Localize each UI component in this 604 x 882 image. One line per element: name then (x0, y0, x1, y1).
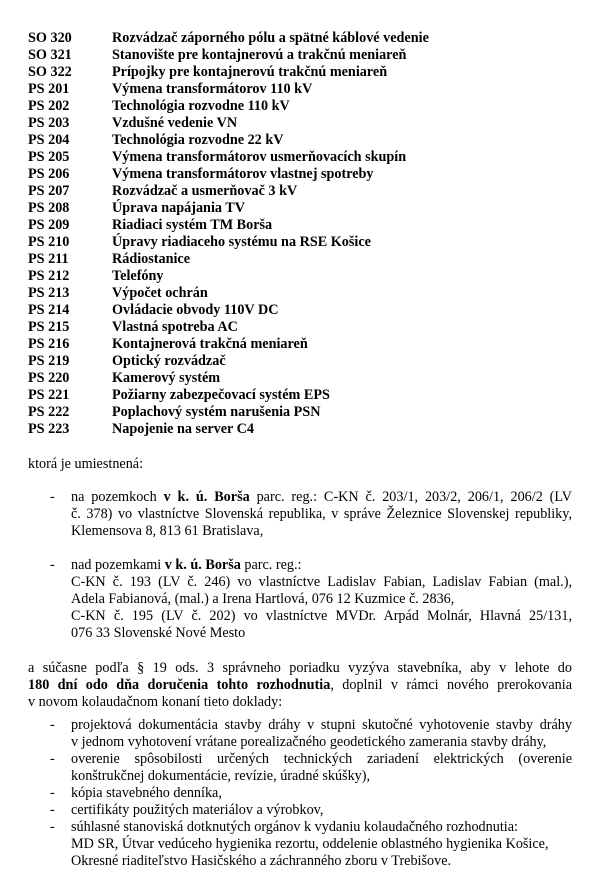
object-code: PS 222 (28, 404, 70, 420)
object-name: Výmena transformátorov 110 kV (112, 81, 313, 97)
document-line: súhlasné stanoviská dotknutých orgánov k vydaniu kolaudačného rozhodnutia: (71, 819, 518, 835)
location-line: Adela Fabianová, (mal.) a Irena Hartlová, 076 12 Kuzmice č. 2836, (71, 591, 455, 607)
location-line (71, 557, 572, 574)
object-row (28, 404, 572, 421)
location-line: C-KN č. 193 (LV č. 246) vo vlastníctve Ladislav Fabian, Ladislav Fabian (mal.), (71, 574, 572, 590)
object-name: Technológia rozvodne 22 kV (112, 132, 284, 148)
location-item (28, 489, 572, 540)
object-name: Vlastná spotreba AC (112, 319, 238, 335)
document-item (28, 751, 572, 785)
object-name: Riadiaci systém TM Borša (112, 217, 273, 233)
object-row (28, 30, 572, 47)
location-item (28, 557, 572, 642)
request-paragraph (28, 660, 572, 711)
location-lead: na pozemkoch (71, 489, 164, 505)
object-name: Poplachový systém narušenia PSN (112, 404, 321, 420)
document-page (28, 30, 572, 870)
object-name: Optický rozvádzač (112, 353, 226, 369)
location-line (71, 489, 572, 506)
object-row (28, 234, 572, 251)
object-code: PS 211 (28, 251, 69, 267)
object-name: Úprava napájania TV (112, 200, 245, 216)
document-item (28, 785, 572, 802)
required-documents-list (28, 717, 572, 870)
object-code: PS 212 (28, 268, 70, 284)
location-lead: nad pozemkami (71, 557, 165, 573)
object-name: Vzdušné vedenie VN (112, 115, 238, 131)
dash-bullet: - (50, 717, 55, 733)
object-name: Rozvádzač záporného pólu a spätné káblové vedenie (112, 30, 429, 46)
paragraph-text: , doplnil v rámci nového prerokovania (330, 677, 572, 693)
object-code: PS 204 (28, 132, 70, 148)
document-line: Okresné riaditeľstvo Hasičského a záchranného zboru v Trebišove. (71, 853, 452, 869)
object-row (28, 166, 572, 183)
object-code: PS 208 (28, 200, 70, 216)
object-row (28, 132, 572, 149)
object-name: Telefóny (112, 268, 164, 284)
object-row (28, 285, 572, 302)
document-item (28, 717, 572, 751)
object-code: PS 213 (28, 285, 70, 301)
object-row (28, 183, 572, 200)
deadline-text: 180 dní odo dňa doručenia tohto rozhodnutia (28, 677, 331, 693)
dash-bullet: - (50, 557, 55, 573)
location-intro: ktorá je umiestnená: (28, 456, 144, 472)
object-code: SO 320 (28, 30, 72, 46)
paragraph-line: a súčasne podľa § 19 ods. 3 správneho poriadku vyzýva stavebníka, aby v lehote do (28, 660, 572, 676)
object-code: PS 210 (28, 234, 70, 250)
object-name: Rozvádzač a usmerňovač 3 kV (112, 183, 298, 199)
location-line: C-KN č. 195 (LV č. 202) vo vlastníctve MVDr. Arpád Molnár, Hlavná 25/131, (71, 608, 572, 624)
object-row (28, 268, 572, 285)
dash-bullet: - (50, 819, 55, 835)
document-line: kópia stavebného denníka, (71, 785, 222, 801)
dash-bullet: - (50, 751, 55, 767)
object-row (28, 370, 572, 387)
parcel-info: parc. reg.: C-KN č. 203/1, 203/2, 206/1, 206/2 (LV (249, 489, 573, 505)
object-name: Technológia rozvodne 110 kV (112, 98, 290, 114)
object-row (28, 319, 572, 336)
object-row (28, 302, 572, 319)
location-line: 076 33 Slovenské Nové Mesto (71, 625, 246, 641)
dash-bullet: - (50, 489, 55, 505)
location-list (28, 489, 572, 642)
object-row (28, 47, 572, 64)
parcel-info: parc. reg.: (240, 557, 302, 573)
object-row (28, 98, 572, 115)
dash-bullet: - (50, 785, 55, 801)
object-code: SO 322 (28, 64, 72, 80)
object-name: Výmena transformátorov vlastnej spotreby (112, 166, 374, 182)
object-row (28, 387, 572, 404)
document-line: MD SR, Útvar vedúceho hygienika rezortu, oddelenie oblastného hygienika Košice, (71, 836, 549, 852)
object-code: PS 206 (28, 166, 70, 182)
object-row (28, 217, 572, 234)
object-code: PS 220 (28, 370, 70, 386)
location-line: Klemensova 8, 813 61 Bratislava, (71, 523, 264, 539)
document-line: overenie spôsobilosti určených technických zariadení elektrických (overenie (71, 751, 572, 767)
object-code: PS 216 (28, 336, 70, 352)
object-name: Prípojky pre kontajnerovú trakčnú meniareň (112, 64, 388, 80)
object-code: PS 221 (28, 387, 70, 403)
object-name: Úpravy riadiaceho systému na RSE Košice (112, 234, 371, 250)
object-name: Výpočet ochrán (112, 285, 208, 301)
object-name: Ovládacie obvody 110V DC (112, 302, 279, 318)
objects-table (28, 30, 572, 438)
object-code: SO 321 (28, 47, 72, 63)
document-item (28, 802, 572, 819)
object-code: PS 223 (28, 421, 70, 437)
object-code: PS 201 (28, 81, 70, 97)
paragraph-line (28, 677, 572, 694)
paragraph-line: v novom kolaudačnom konaní tieto doklady: (28, 694, 283, 710)
object-code: PS 215 (28, 319, 70, 335)
object-code: PS 207 (28, 183, 70, 199)
object-code: PS 202 (28, 98, 70, 114)
object-name: Požiarny zabezpečovací systém EPS (112, 387, 330, 403)
document-line: v jednom vyhotovení vrátane porealizačného geodetického zamerania stavby dráhy, (71, 734, 547, 750)
object-code: PS 203 (28, 115, 70, 131)
cadastral-area: v k. ú. Borša (163, 489, 250, 505)
object-row (28, 81, 572, 98)
object-code: PS 219 (28, 353, 70, 369)
object-name: Napojenie na server C4 (112, 421, 254, 437)
dash-bullet: - (50, 802, 55, 818)
object-row (28, 251, 572, 268)
object-code: PS 214 (28, 302, 70, 318)
document-line: certifikáty použitých materiálov a výrobkov, (71, 802, 324, 818)
object-row (28, 115, 572, 132)
object-name: Rádiostanice (112, 251, 191, 267)
object-name: Výmena transformátorov usmerňovacích skupín (112, 149, 407, 165)
object-row (28, 149, 572, 166)
object-code: PS 205 (28, 149, 70, 165)
object-row (28, 336, 572, 353)
document-line: projektová dokumentácia stavby dráhy v stupni skutočné vyhotovenie stavby dráhy (71, 717, 572, 733)
cadastral-area: v k. ú. Borša (164, 557, 241, 573)
object-row (28, 200, 572, 217)
object-row (28, 64, 572, 81)
object-name: Stanovište pre kontajnerovú a trakčnú meniareň (112, 47, 407, 63)
object-code: PS 209 (28, 217, 70, 233)
object-row (28, 421, 572, 438)
location-line: č. 378) vo vlastníctve Slovenská republika, v správe Železnice Slovenskej republiky, (71, 506, 572, 522)
object-row (28, 353, 572, 370)
document-line: konštrukčnej dokumentácie, revízie, úradné skúšky), (71, 768, 371, 784)
object-name: Kontajnerová trakčná meniareň (112, 336, 308, 352)
document-item (28, 819, 572, 870)
object-name: Kamerový systém (112, 370, 221, 386)
